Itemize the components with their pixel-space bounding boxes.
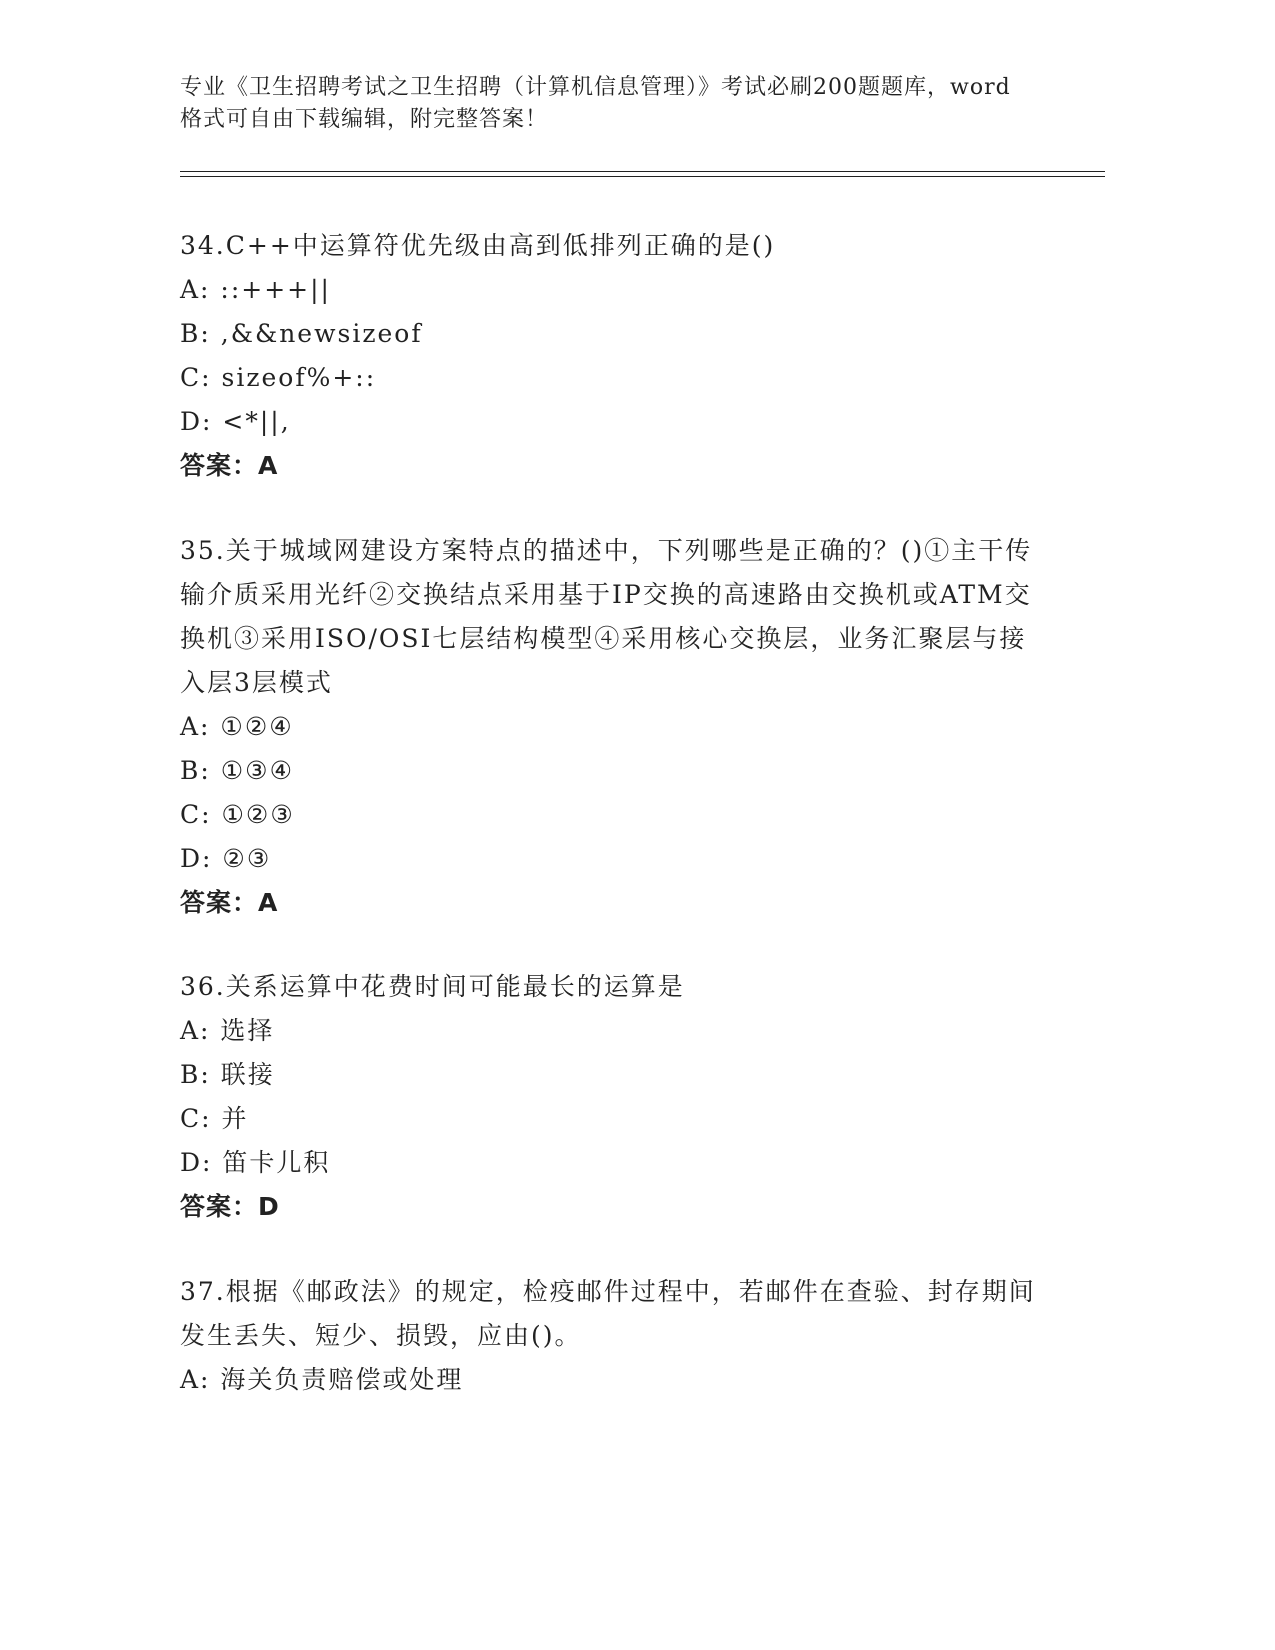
option-a: A: 选择 bbox=[180, 1016, 275, 1045]
option-a: A: 海关负责赔偿或处理 bbox=[180, 1365, 464, 1394]
question-34 bbox=[180, 224, 1040, 488]
header-divider-bottom bbox=[180, 176, 1105, 177]
answer: 答案：A bbox=[180, 888, 279, 917]
answer: 答案：A bbox=[180, 451, 279, 480]
question-stem: 35.关于城域网建设方案特点的描述中，下列哪些是正确的？()①主干传输介质采用光纤②交换结点采用基于IP交换的高速路由交换机或ATM交换机③采用ISO/OSI七层结构模型④采用核心交换层，业务汇聚层与接入层3层模式 bbox=[180, 536, 1033, 697]
option-d: D: ②③ bbox=[180, 844, 272, 873]
question-stem: 36.关系运算中花费时间可能最长的运算是 bbox=[180, 972, 685, 1001]
header-divider-top bbox=[180, 171, 1105, 172]
option-d: D: <*||, bbox=[180, 407, 291, 436]
question-37 bbox=[180, 1270, 1040, 1402]
option-b: B: ,&&newsizeof bbox=[180, 319, 423, 348]
option-c: C: sizeof%+:: bbox=[180, 363, 377, 392]
question-stem: 34.C++中运算符优先级由高到低排列正确的是() bbox=[180, 231, 776, 260]
option-c: C: ①②③ bbox=[180, 800, 295, 829]
answer: 答案：D bbox=[180, 1192, 280, 1221]
option-b: B: ①③④ bbox=[180, 756, 294, 785]
question-36 bbox=[180, 965, 1040, 1229]
option-a: A: ①②④ bbox=[180, 712, 294, 741]
option-a: A: ::+++|| bbox=[180, 275, 331, 304]
header-line-1: 专业《卫生招聘考试之卫生招聘（计算机信息管理）》考试必刷200题题库，word bbox=[180, 75, 1011, 100]
option-d: D: 笛卡儿积 bbox=[180, 1148, 331, 1177]
question-stem: 37.根据《邮政法》的规定，检疫邮件过程中，若邮件在查验、封存期间发生丢失、短少、损毁，应由()。 bbox=[180, 1277, 1036, 1350]
option-b: B: 联接 bbox=[180, 1060, 275, 1089]
header-line-2: 格式可自由下载编辑，附完整答案！ bbox=[180, 107, 549, 132]
question-35 bbox=[180, 529, 1040, 925]
option-c: C: 并 bbox=[180, 1104, 249, 1133]
document-header bbox=[180, 72, 1080, 136]
